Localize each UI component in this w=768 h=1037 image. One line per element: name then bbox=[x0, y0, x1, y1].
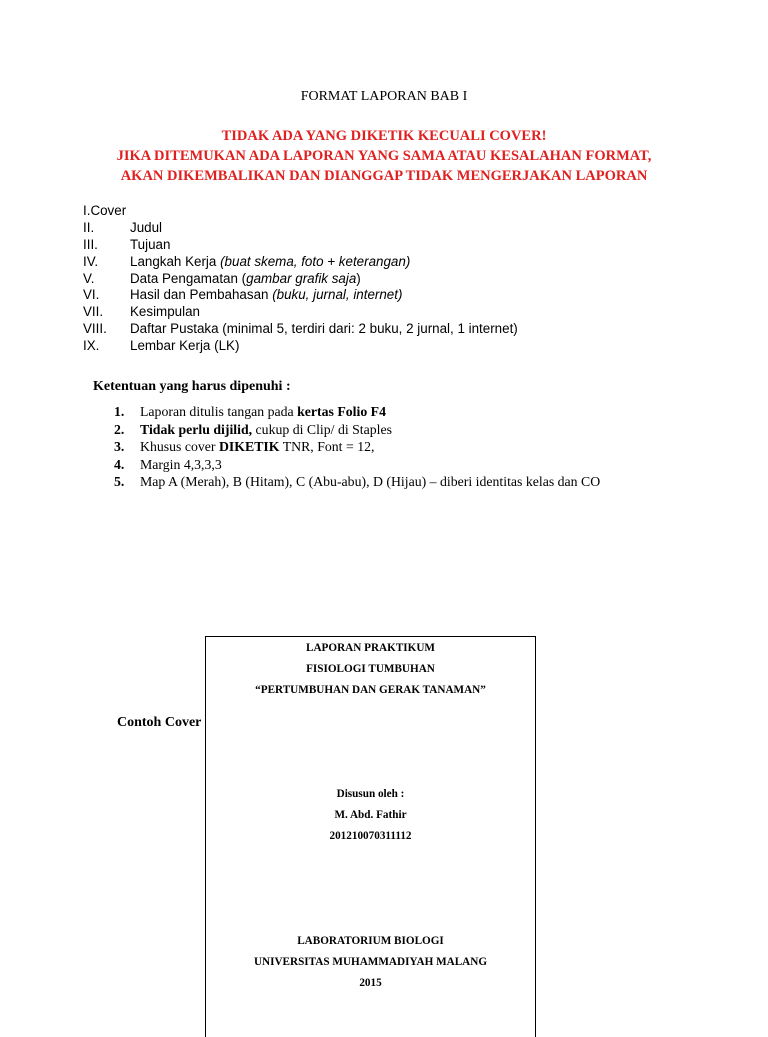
outline-note: (buat skema, foto + keterangan) bbox=[220, 253, 411, 269]
cover-topic-line: “PERTUMBUHAN DAN GERAK TANAMAN” bbox=[255, 684, 486, 696]
requirement-bold: kertas Folio F4 bbox=[297, 404, 386, 419]
outline-text bbox=[130, 287, 402, 304]
cover-year-line: 2015 bbox=[359, 977, 382, 989]
outline-text bbox=[130, 271, 361, 288]
outline-label: Hasil dan Pembahasan bbox=[130, 287, 273, 303]
warning-line: TIDAK ADA YANG DIKETIK KECUALI COVER! bbox=[221, 128, 547, 144]
requirement-number: 1. bbox=[114, 404, 125, 419]
document-title: FORMAT LAPORAN BAB I bbox=[300, 89, 468, 104]
requirement-number: 3. bbox=[114, 439, 125, 454]
requirement-post: TNR, Font = 12, bbox=[279, 439, 375, 454]
requirement-text bbox=[140, 403, 386, 421]
outline-text: Judul bbox=[130, 219, 163, 235]
requirement-item bbox=[114, 403, 734, 421]
requirement-item bbox=[114, 438, 734, 456]
requirement-pre: Margin 4,3,3,3 bbox=[140, 456, 222, 472]
warning-line: AKAN DIKEMBALIKAN DAN DIANGGAP TIDAK MENGERJAKAN LAPORAN bbox=[120, 168, 648, 184]
requirement-text bbox=[140, 456, 222, 474]
requirement-number: 5. bbox=[114, 474, 125, 489]
requirement-number: 4. bbox=[114, 456, 125, 472]
requirement-item bbox=[114, 473, 734, 491]
outline-item bbox=[83, 237, 683, 254]
cover-student-id: 201210070311112 bbox=[329, 830, 412, 842]
cover-author-name: M. Abd. Fathir bbox=[334, 809, 407, 821]
warning-block bbox=[0, 126, 768, 186]
outline-number: IV. bbox=[83, 253, 99, 269]
requirement-number: 2. bbox=[114, 421, 125, 437]
outline-item bbox=[83, 321, 683, 338]
outline-item bbox=[83, 287, 683, 304]
cover-university-line: UNIVERSITAS MUHAMMADIYAH MALANG bbox=[253, 956, 488, 968]
outline-item bbox=[83, 203, 683, 220]
requirement-pre: Khusus cover bbox=[140, 439, 219, 454]
requirement-pre: Map A (Merah), B (Hitam), C (Abu-abu), D (Hijau) – diberi identitas kelas dan CO bbox=[140, 474, 601, 489]
chapter-outline bbox=[83, 203, 683, 355]
outline-number: VI. bbox=[83, 287, 100, 303]
outline-note: (buku, jurnal, internet) bbox=[272, 287, 403, 303]
cover-title-line: LAPORAN PRAKTIKUM bbox=[306, 642, 435, 654]
outline-text: Daftar Pustaka (minimal 5, terdiri dari: 2 buku, 2 jurnal, 1 internet) bbox=[130, 321, 518, 337]
requirements-heading: Ketentuan yang harus dipenuhi : bbox=[93, 379, 291, 394]
cover-example-label: Contoh Cover bbox=[117, 715, 202, 730]
outline-item bbox=[83, 220, 683, 237]
outline-number: VIII. bbox=[83, 321, 107, 337]
outline-label: Langkah Kerja bbox=[130, 253, 221, 269]
outline-number: V. bbox=[83, 270, 95, 286]
requirement-text bbox=[140, 438, 374, 456]
cover-subject-line: FISIOLOGI TUMBUHAN bbox=[306, 663, 435, 675]
outline-text bbox=[130, 254, 410, 271]
requirement-post: cukup di Clip/ di Staples bbox=[252, 421, 392, 437]
requirement-bold: DIKETIK bbox=[218, 439, 280, 454]
outline-text: Lembar Kerja (LK) bbox=[130, 338, 240, 354]
outline-note: gambar grafik saja bbox=[246, 270, 357, 286]
requirement-item bbox=[114, 456, 734, 474]
outline-number: VII. bbox=[83, 304, 104, 320]
outline-item bbox=[83, 304, 683, 321]
cover-lab-line: LABORATORIUM BIOLOGI bbox=[297, 935, 444, 947]
outline-label: Data Pengamatan ( bbox=[130, 270, 247, 286]
outline-number: II. bbox=[83, 219, 95, 235]
outline-text: Tujuan bbox=[130, 236, 171, 252]
requirement-bold: Tidak perlu dijilid, bbox=[140, 421, 253, 437]
outline-text: I.Cover bbox=[83, 203, 127, 218]
cover-author-label: Disusun oleh : bbox=[336, 788, 405, 800]
outline-suffix: ) bbox=[356, 270, 361, 286]
outline-number: IX. bbox=[83, 338, 100, 354]
requirement-text bbox=[140, 421, 392, 439]
requirements-list bbox=[114, 403, 734, 491]
outline-item bbox=[83, 271, 683, 288]
warning-line: JIKA DITEMUKAN ADA LAPORAN YANG SAMA ATAU KESALAHAN FORMAT, bbox=[116, 148, 652, 164]
outline-item bbox=[83, 338, 683, 355]
outline-number: III. bbox=[83, 236, 98, 252]
cover-example-box bbox=[205, 636, 536, 1037]
requirement-text bbox=[140, 473, 600, 491]
outline-item bbox=[83, 254, 683, 271]
requirement-pre: Laporan ditulis tangan pada bbox=[140, 404, 298, 419]
outline-text: Kesimpulan bbox=[130, 304, 200, 320]
requirement-item bbox=[114, 421, 734, 439]
